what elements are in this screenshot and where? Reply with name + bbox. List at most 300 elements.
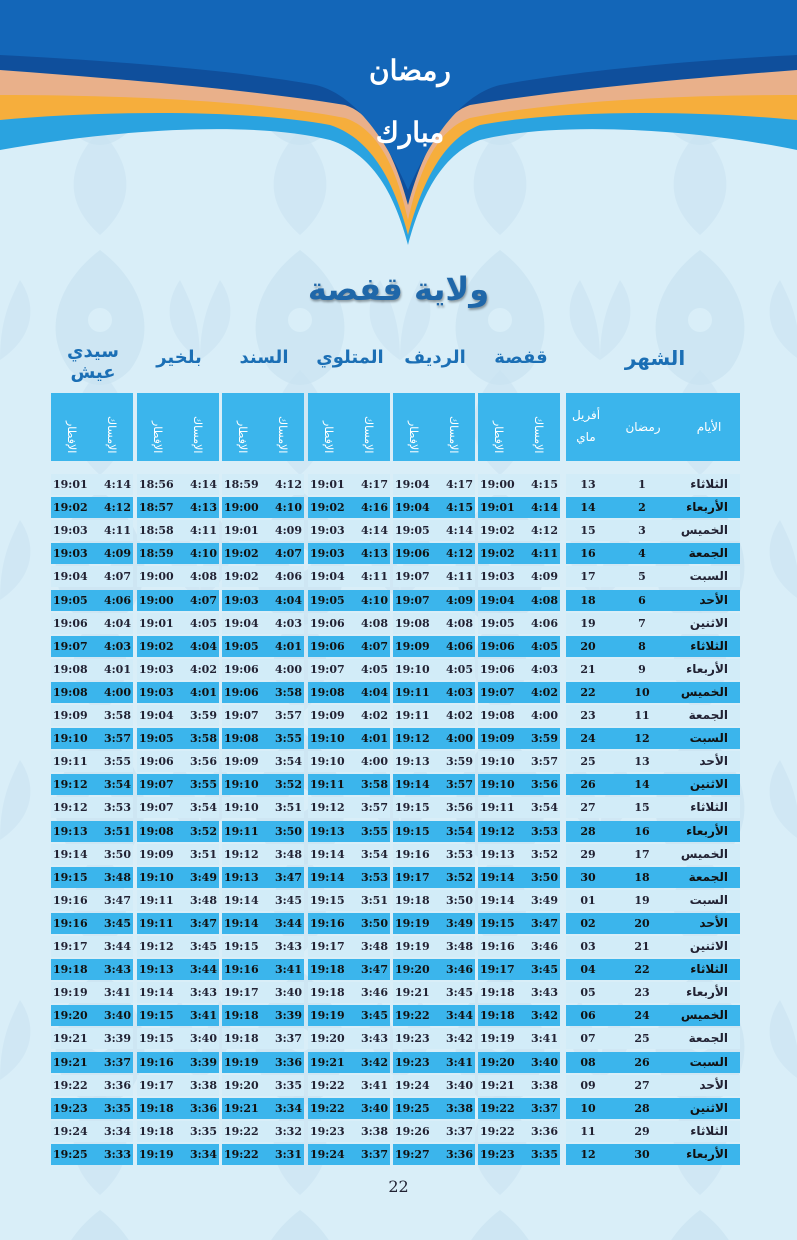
imsak-time: 4:04 (360, 685, 388, 699)
iftar-time: 19:14 (480, 893, 515, 907)
imsak-time: 4:14 (530, 501, 558, 515)
iftar-time: 19:03 (53, 524, 88, 538)
iftar-time: 19:02 (139, 639, 174, 653)
iftar-time: 19:03 (310, 547, 345, 561)
gregorian-day: 30 (580, 870, 596, 884)
iftar-time: 19:12 (139, 940, 174, 953)
header-city-sidi-aich-line1: سيدي (67, 341, 119, 362)
table-row (0, 636, 797, 658)
iftar-time: 19:13 (480, 847, 515, 861)
imsak-time: 3:56 (445, 801, 473, 815)
imsak-time: 3:47 (103, 893, 131, 907)
header-month: الشهر (624, 346, 686, 370)
table-row (0, 659, 797, 681)
iftar-time: 19:18 (310, 963, 345, 977)
gregorian-day: 05 (580, 986, 596, 1000)
iftar-time: 19:21 (224, 1101, 259, 1115)
imsak-time: 4:07 (189, 593, 217, 607)
iftar-time: 19:15 (480, 916, 515, 930)
iftar-time: 19:11 (395, 709, 430, 722)
day-name: الثلاثاء (690, 1123, 728, 1138)
day-name: الجمعة (688, 869, 728, 884)
imsak-time: 3:49 (445, 916, 473, 930)
day-name: الأحد (699, 754, 728, 769)
day-name: الخميس (680, 1008, 728, 1023)
imsak-time: 3:57 (445, 778, 473, 792)
iftar-time: 19:06 (395, 547, 430, 561)
imsak-time: 3:35 (103, 1101, 131, 1115)
imsak-time: 3:43 (189, 986, 217, 1000)
ramadan-day: 6 (638, 593, 646, 607)
imsak-time: 3:48 (103, 870, 131, 884)
imsak-time: 4:04 (274, 593, 302, 607)
ramadan-day: 15 (634, 801, 650, 815)
imsak-time: 3:47 (360, 963, 388, 977)
imsak-time: 3:38 (445, 1101, 473, 1115)
imsak-time: 3:45 (530, 963, 558, 977)
table-row (0, 1028, 797, 1050)
imsak-time: 3:58 (274, 685, 302, 699)
iftar-time: 19:22 (310, 1101, 345, 1115)
iftar-time: 19:00 (139, 593, 174, 607)
day-name: الاثنين (689, 615, 728, 630)
gregorian-day: 16 (580, 547, 596, 561)
iftar-time: 19:06 (139, 755, 174, 769)
imsak-time: 4:02 (530, 685, 558, 699)
imsak-time: 3:52 (189, 824, 217, 838)
iftar-time: 19:18 (480, 1009, 515, 1023)
imsak-time: 3:51 (360, 893, 388, 907)
days-column-header (566, 393, 740, 461)
iftar-time: 19:18 (480, 986, 515, 1000)
iftar-time: 19:10 (310, 732, 345, 746)
gregorian-day: 14 (580, 501, 596, 515)
imsak-time: 4:03 (274, 616, 302, 630)
iftar-time: 19:12 (53, 778, 88, 792)
ramadan-day: 11 (634, 709, 650, 722)
iftar-time: 19:16 (480, 940, 515, 953)
iftar-time: 19:07 (395, 593, 430, 607)
imsak-time: 4:11 (360, 570, 388, 584)
table-row (0, 1121, 797, 1143)
imsak-time: 3:54 (530, 801, 558, 815)
imsak-time: 4:09 (274, 524, 302, 538)
gregorian-day: 21 (580, 662, 596, 676)
table-row (0, 913, 797, 935)
imsak-time: 3:47 (189, 916, 217, 930)
day-name: السبت (689, 731, 728, 746)
imsak-time: 3:40 (445, 1078, 473, 1092)
imsak-time: 3:55 (103, 755, 131, 769)
iftar-time: 19:20 (310, 1032, 345, 1046)
imsak-time: 4:02 (445, 709, 473, 722)
imsak-time: 4:08 (445, 616, 473, 630)
iftar-time: 19:10 (480, 755, 515, 769)
iftar-time: 19:03 (139, 685, 174, 699)
header-city-sidi-aich-line2: عيش (70, 362, 116, 383)
imsak-time: 3:48 (189, 893, 217, 907)
iftar-time: 19:17 (480, 963, 515, 977)
header-city-redeyef: الرديف (404, 347, 466, 368)
imsak-time: 4:11 (445, 570, 473, 584)
gregorian-day: 10 (580, 1101, 596, 1115)
day-name: الأربعاء (686, 661, 728, 676)
imsak-time: 3:51 (189, 847, 217, 861)
imsak-time: 3:39 (103, 1032, 131, 1046)
iftar-time: 19:17 (139, 1078, 174, 1092)
iftar-time: 19:14 (224, 916, 259, 930)
imsak-time: 3:41 (189, 1009, 217, 1023)
imsak-time: 4:08 (189, 570, 217, 584)
day-name: الأحد (699, 915, 728, 930)
iftar-time: 19:07 (139, 801, 174, 815)
imsak-time: 3:54 (189, 801, 217, 815)
col-label-april: أفريل (571, 408, 601, 422)
imsak-time: 3:35 (274, 1078, 302, 1092)
page-title: ولاية قفصة (307, 270, 490, 308)
col-label-iftar: الإفطار (322, 420, 335, 453)
gregorian-day: 17 (580, 570, 596, 584)
imsak-time: 3:53 (103, 801, 131, 815)
imsak-time: 4:16 (360, 501, 388, 515)
imsak-time: 3:33 (103, 1147, 131, 1161)
imsak-time: 3:36 (189, 1101, 217, 1115)
col-label-imsak: الإمساك (362, 415, 375, 453)
table-row (0, 1052, 797, 1074)
iftar-time: 19:06 (480, 639, 515, 653)
iftar-time: 19:20 (395, 963, 430, 977)
imsak-time: 4:02 (189, 662, 217, 676)
iftar-time: 19:09 (139, 847, 174, 861)
ramadan-day: 8 (638, 639, 646, 653)
iftar-time: 19:25 (53, 1147, 88, 1161)
imsak-time: 4:08 (530, 593, 558, 607)
gregorian-day: 29 (580, 847, 596, 861)
day-name: الجمعة (688, 708, 728, 722)
iftar-time: 19:22 (480, 1124, 515, 1138)
iftar-time: 19:07 (395, 570, 430, 584)
iftar-time: 19:16 (224, 963, 259, 977)
imsak-time: 3:45 (189, 940, 217, 953)
imsak-time: 4:00 (530, 709, 558, 722)
iftar-time: 19:14 (139, 986, 174, 1000)
table-row (0, 1144, 797, 1166)
imsak-time: 3:44 (103, 940, 131, 953)
iftar-time: 19:23 (53, 1101, 88, 1115)
ramadan-day: 14 (634, 778, 650, 792)
ramadan-mubarak-logo: رمضان مبارك (369, 54, 451, 149)
imsak-time: 3:37 (274, 1032, 302, 1046)
ramadan-day: 24 (634, 1009, 650, 1023)
day-name: الثلاثاء (690, 962, 728, 977)
ramadan-day: 20 (634, 916, 650, 930)
day-name: الاثنين (689, 939, 728, 953)
iftar-time: 19:06 (480, 662, 515, 676)
iftar-time: 19:01 (53, 478, 88, 491)
imsak-time: 3:45 (360, 1009, 388, 1023)
table-row (0, 543, 797, 565)
ramadan-day: 21 (634, 940, 650, 953)
imsak-time: 4:13 (189, 501, 217, 515)
table-row (0, 566, 797, 588)
iftar-time: 19:05 (480, 616, 515, 630)
iftar-time: 19:09 (53, 709, 88, 722)
iftar-time: 19:13 (310, 824, 345, 838)
iftar-time: 19:06 (310, 616, 345, 630)
imsak-time: 3:46 (360, 986, 388, 1000)
col-label-imsak: الإمساك (532, 415, 545, 453)
iftar-time: 18:57 (139, 501, 174, 515)
imsak-time: 3:54 (445, 824, 473, 838)
iftar-time: 19:15 (139, 1032, 174, 1046)
iftar-time: 19:02 (480, 547, 515, 561)
table-row (0, 520, 797, 542)
imsak-time: 4:05 (189, 616, 217, 630)
imsak-time: 4:02 (360, 709, 388, 722)
iftar-time: 19:13 (395, 755, 430, 769)
imsak-time: 3:40 (530, 1055, 558, 1069)
day-name: الاثنين (689, 1100, 728, 1115)
ramadan-day: 18 (634, 870, 650, 884)
day-name: الأربعاء (686, 1146, 728, 1161)
day-name: الخميس (680, 846, 728, 861)
table-row (0, 590, 797, 612)
iftar-time: 19:22 (53, 1078, 88, 1092)
iftar-time: 19:00 (224, 501, 259, 515)
imsak-time: 4:03 (103, 639, 131, 653)
imsak-time: 4:00 (445, 732, 473, 746)
imsak-time: 3:54 (103, 778, 131, 792)
imsak-time: 3:34 (103, 1124, 131, 1138)
day-name: الجمعة (688, 1031, 728, 1046)
table-row (0, 682, 797, 704)
iftar-time: 18:56 (139, 478, 174, 491)
iftar-time: 19:04 (480, 593, 515, 607)
day-name: السبت (689, 569, 728, 584)
iftar-time: 19:21 (310, 1055, 345, 1069)
ramadan-day: 17 (634, 847, 650, 861)
iftar-time: 19:09 (480, 732, 515, 746)
iftar-time: 19:01 (310, 478, 345, 491)
header-city-belkhir: بلخير (156, 347, 202, 368)
table-row (0, 1098, 797, 1120)
imsak-time: 3:55 (189, 778, 217, 792)
page-number: 22 (388, 1177, 409, 1196)
gregorian-day: 15 (580, 524, 596, 538)
iftar-time: 19:05 (53, 593, 88, 607)
iftar-time: 19:24 (53, 1124, 88, 1138)
imsak-time: 3:59 (189, 709, 217, 722)
iftar-time: 19:11 (224, 824, 259, 838)
col-label-days: الأيام (696, 420, 722, 434)
col-label-imsak: الإمساك (105, 415, 118, 453)
imsak-time: 4:12 (445, 547, 473, 561)
iftar-time: 19:08 (139, 824, 174, 838)
imsak-time: 3:38 (189, 1078, 217, 1092)
iftar-time: 19:19 (224, 1055, 259, 1069)
imsak-time: 4:12 (103, 501, 131, 515)
table-row (0, 797, 797, 819)
gregorian-day: 06 (580, 1009, 596, 1023)
imsak-time: 3:50 (530, 870, 558, 884)
iftar-time: 19:02 (53, 501, 88, 515)
imsak-time: 3:57 (103, 732, 131, 746)
iftar-time: 19:22 (310, 1078, 345, 1092)
imsak-time: 4:15 (445, 501, 473, 515)
gregorian-day: 19 (580, 616, 596, 630)
imsak-time: 4:08 (360, 616, 388, 630)
iftar-time: 19:06 (53, 616, 88, 630)
gregorian-day: 07 (580, 1032, 596, 1046)
imsak-time: 3:56 (530, 778, 558, 792)
iftar-time: 19:15 (224, 940, 259, 953)
imsak-time: 4:06 (445, 639, 473, 653)
city-column-header-1 (393, 393, 475, 461)
imsak-time: 3:57 (530, 755, 558, 769)
imsak-time: 3:36 (274, 1055, 302, 1069)
iftar-time: 19:20 (224, 1078, 259, 1092)
iftar-time: 19:19 (395, 916, 430, 930)
imsak-time: 4:11 (189, 524, 217, 538)
imsak-time: 4:12 (274, 478, 302, 491)
imsak-time: 3:50 (274, 824, 302, 838)
ramadan-day: 22 (634, 963, 650, 977)
iftar-time: 19:10 (310, 755, 345, 769)
iftar-time: 19:03 (53, 547, 88, 561)
city-column-header-5 (51, 393, 133, 461)
iftar-time: 19:04 (224, 616, 259, 630)
imsak-time: 4:10 (360, 593, 388, 607)
iftar-time: 19:12 (53, 801, 88, 815)
iftar-time: 19:12 (480, 824, 515, 838)
day-name: الخميس (680, 523, 728, 538)
iftar-time: 19:10 (395, 662, 430, 676)
ramadan-day: 7 (638, 616, 646, 630)
iftar-time: 19:15 (53, 870, 88, 884)
iftar-time: 19:18 (139, 1124, 174, 1138)
imsak-time: 3:39 (189, 1055, 217, 1069)
imsak-time: 3:50 (445, 893, 473, 907)
imsak-time: 3:56 (189, 755, 217, 769)
iftar-time: 19:02 (224, 570, 259, 584)
iftar-time: 19:25 (395, 1101, 430, 1115)
iftar-time: 19:24 (310, 1147, 345, 1161)
imsak-time: 3:37 (103, 1055, 131, 1069)
table-row (0, 728, 797, 750)
gregorian-day: 13 (580, 478, 596, 491)
ramadan-day: 19 (634, 893, 650, 907)
imsak-time: 3:41 (445, 1055, 473, 1069)
iftar-time: 19:22 (480, 1101, 515, 1115)
ramadan-day: 1 (638, 478, 646, 491)
day-name: الثلاثاء (690, 800, 728, 815)
imsak-time: 3:43 (103, 963, 131, 977)
iftar-time: 19:06 (224, 662, 259, 676)
table-row (0, 613, 797, 635)
iftar-time: 19:12 (395, 732, 430, 746)
iftar-time: 18:59 (224, 478, 259, 491)
iftar-time: 19:09 (395, 639, 430, 653)
imsak-time: 4:00 (103, 685, 131, 699)
imsak-time: 3:43 (360, 1032, 388, 1046)
imsak-time: 4:00 (274, 662, 302, 676)
imsak-time: 3:52 (530, 847, 558, 861)
city-column-header-0 (478, 393, 560, 461)
day-name: السبت (689, 892, 728, 907)
col-label-iftar: الإفطار (492, 420, 505, 453)
iftar-time: 19:04 (310, 570, 345, 584)
city-column-header-4 (137, 393, 219, 461)
iftar-time: 19:22 (224, 1124, 259, 1138)
imsak-time: 3:45 (445, 986, 473, 1000)
iftar-time: 19:16 (139, 1055, 174, 1069)
iftar-time: 19:21 (480, 1078, 515, 1092)
iftar-time: 19:04 (395, 478, 430, 491)
imsak-time: 3:54 (360, 847, 388, 861)
iftar-time: 19:12 (224, 847, 259, 861)
imsak-time: 4:04 (103, 616, 131, 630)
table-row (0, 936, 797, 958)
gregorian-day: 03 (580, 940, 596, 953)
header-city-gafsa: قفصة (494, 347, 548, 368)
iftar-time: 19:19 (480, 1032, 515, 1046)
imsak-time: 3:57 (360, 801, 388, 815)
gregorian-day: 25 (580, 755, 596, 769)
imsak-time: 3:51 (103, 824, 131, 838)
imsak-time: 3:41 (360, 1078, 388, 1092)
iftar-time: 19:11 (139, 893, 174, 907)
imsak-time: 3:34 (189, 1147, 217, 1161)
imsak-time: 4:06 (103, 593, 131, 607)
iftar-time: 19:05 (224, 639, 259, 653)
iftar-time: 19:09 (224, 755, 259, 769)
col-label-iftar: الإفطار (236, 420, 249, 453)
iftar-time: 19:14 (310, 847, 345, 861)
ramadan-day: 10 (634, 685, 650, 699)
gregorian-day: 24 (580, 732, 596, 746)
imsak-time: 3:42 (445, 1032, 473, 1046)
imsak-time: 4:00 (360, 755, 388, 769)
table-row (0, 474, 797, 496)
imsak-time: 3:51 (274, 801, 302, 815)
ramadan-day: 5 (638, 570, 646, 584)
gregorian-day: 04 (580, 963, 596, 977)
imsak-time: 3:59 (445, 755, 473, 769)
imsak-time: 4:01 (360, 732, 388, 746)
imsak-time: 3:40 (274, 986, 302, 1000)
iftar-time: 18:59 (139, 547, 174, 561)
iftar-time: 19:22 (224, 1147, 259, 1161)
imsak-time: 3:36 (103, 1078, 131, 1092)
imsak-time: 4:12 (530, 524, 558, 538)
iftar-time: 19:23 (310, 1124, 345, 1138)
day-name: الأربعاء (686, 985, 728, 1000)
imsak-time: 4:05 (360, 662, 388, 676)
iftar-time: 19:02 (224, 547, 259, 561)
iftar-time: 19:11 (310, 778, 345, 792)
table-row (0, 821, 797, 843)
imsak-time: 4:07 (274, 547, 302, 561)
imsak-time: 4:14 (445, 524, 473, 538)
imsak-time: 4:10 (274, 501, 302, 515)
iftar-time: 19:01 (480, 501, 515, 515)
iftar-time: 19:14 (395, 778, 430, 792)
iftar-time: 19:08 (53, 662, 88, 676)
gregorian-day: 27 (580, 801, 596, 815)
gregorian-day: 26 (580, 778, 596, 792)
imsak-time: 3:31 (274, 1147, 302, 1161)
imsak-time: 3:37 (530, 1101, 558, 1115)
